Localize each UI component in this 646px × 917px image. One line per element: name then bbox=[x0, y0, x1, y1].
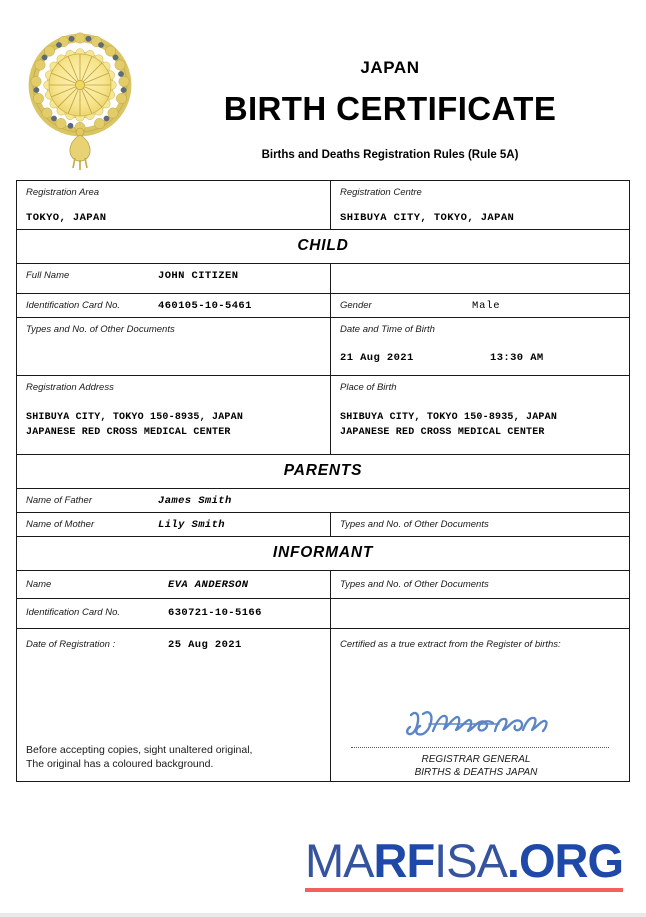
registration-date-cell bbox=[17, 629, 331, 781]
rules-subtitle: Births and Deaths Registration Rules (Rule 5A) bbox=[261, 149, 519, 161]
registration-centre-label: Registration Centre bbox=[340, 187, 422, 198]
child-place-of-birth-line2: JAPANESE RED CROSS MEDICAL CENTER bbox=[340, 427, 545, 438]
certified-extract-label: Certified as a true extract from the Register of births: bbox=[340, 639, 561, 650]
father-cell bbox=[17, 489, 629, 512]
section-title-child: CHILD bbox=[297, 237, 349, 254]
father-value: James Smith bbox=[158, 495, 232, 507]
father-label: Name of Father bbox=[26, 495, 92, 506]
logo-segment-4: SA bbox=[446, 834, 507, 887]
child-dob-cell bbox=[331, 318, 629, 375]
parents-other-docs-cell bbox=[331, 513, 629, 536]
registration-area-cell bbox=[17, 181, 331, 229]
table-row-child-docs-dob bbox=[17, 318, 629, 376]
informant-other-docs-cell bbox=[331, 571, 629, 598]
registration-date-label: Date of Registration : bbox=[26, 639, 116, 650]
registrar-title-line1: REGISTRAR GENERAL bbox=[421, 754, 531, 765]
child-dob-time-value: 13:30 AM bbox=[490, 352, 544, 364]
child-full-name-label: Full Name bbox=[26, 270, 70, 281]
marfisa-watermark-logo bbox=[305, 836, 630, 892]
copy-warning-line2: The original has a coloured background. bbox=[26, 758, 214, 770]
logo-segment-5: .ORG bbox=[506, 834, 624, 887]
logo-underline bbox=[305, 888, 623, 892]
table-row-addresses bbox=[17, 376, 629, 455]
table-row-informant-name bbox=[17, 571, 629, 599]
document-header bbox=[0, 24, 646, 174]
registrar-caption bbox=[331, 753, 621, 779]
copy-warning-line1: Before accepting copies, sight unaltered original, bbox=[26, 744, 253, 756]
logo-segment-2: RF bbox=[373, 834, 435, 887]
informant-name-cell bbox=[17, 571, 331, 598]
informant-name-label: Name bbox=[26, 579, 52, 590]
mother-label: Name of Mother bbox=[26, 519, 95, 530]
country-name: JAPAN bbox=[360, 58, 420, 77]
section-header-informant bbox=[17, 537, 629, 571]
marfisa-logo-text bbox=[305, 836, 630, 886]
registrar-title-line2: BIRTHS & DEATHS JAPAN bbox=[414, 767, 538, 778]
child-dob-label: Date and Time of Birth bbox=[340, 324, 435, 335]
informant-id-label: Identification Card No. bbox=[26, 607, 120, 618]
child-full-name-value: JOHN CITIZEN bbox=[158, 270, 239, 282]
child-id-value: 460105-10-5461 bbox=[158, 300, 252, 312]
japan-imperial-chrysanthemum-seal-icon bbox=[25, 28, 135, 178]
table-row-father bbox=[17, 489, 629, 513]
registration-area-label: Registration Area bbox=[26, 187, 100, 198]
informant-id-value: 630721-10-5166 bbox=[168, 607, 262, 619]
table-row-certification bbox=[17, 629, 629, 781]
mother-cell bbox=[17, 513, 331, 536]
page-bottom-edge bbox=[0, 913, 646, 917]
child-registration-address-line1: SHIBUYA CITY, TOKYO 150-8935, JAPAN bbox=[26, 412, 244, 423]
logo-segment-1: MA bbox=[305, 834, 374, 887]
child-place-of-birth-line1: SHIBUYA CITY, TOKYO 150-8935, JAPAN bbox=[340, 412, 558, 423]
child-id-cell bbox=[17, 294, 331, 317]
child-registration-address-cell bbox=[17, 376, 331, 454]
section-header-parents bbox=[17, 455, 629, 489]
table-row-child-id bbox=[17, 294, 629, 318]
child-id-label: Identification Card No. bbox=[26, 300, 120, 311]
child-place-of-birth-label: Place of Birth bbox=[340, 382, 397, 393]
child-registration-address-label: Registration Address bbox=[26, 382, 114, 393]
child-registration-address-line2: JAPANESE RED CROSS MEDICAL CENTER bbox=[26, 427, 231, 438]
child-place-of-birth-cell bbox=[331, 376, 629, 454]
section-header-child bbox=[17, 230, 629, 264]
child-dob-date-value: 21 Aug 2021 bbox=[340, 352, 414, 364]
table-row-informant-id bbox=[17, 599, 629, 629]
informant-name-value: EVA ANDERSON bbox=[168, 579, 249, 591]
registration-date-value: 25 Aug 2021 bbox=[168, 639, 242, 651]
child-full-name-cell bbox=[17, 264, 331, 293]
registration-area-value: TOKYO, JAPAN bbox=[26, 212, 107, 224]
table-row-child-name bbox=[17, 264, 629, 294]
informant-id-blank-cell bbox=[331, 599, 629, 628]
section-title-informant: INFORMANT bbox=[272, 544, 374, 561]
section-title-parents: PARENTS bbox=[283, 462, 363, 479]
table-row-registration bbox=[17, 181, 629, 230]
certificate-table bbox=[16, 180, 630, 782]
child-other-docs-label: Types and No. of Other Documents bbox=[26, 324, 175, 335]
certified-extract-cell bbox=[331, 629, 629, 781]
parents-other-docs-label: Types and No. of Other Documents bbox=[340, 519, 489, 530]
logo-segment-3: I bbox=[434, 834, 447, 887]
child-gender-value: Male bbox=[472, 300, 501, 312]
signature-rule bbox=[351, 747, 609, 748]
child-other-docs-cell bbox=[17, 318, 331, 375]
child-name-blank-cell bbox=[331, 264, 629, 293]
mother-value: Lily Smith bbox=[158, 519, 226, 531]
page-title: BIRTH CERTIFICATE bbox=[223, 90, 557, 127]
informant-id-cell bbox=[17, 599, 331, 628]
child-gender-label: Gender bbox=[340, 300, 372, 311]
header-titles bbox=[150, 24, 630, 161]
registration-centre-cell bbox=[331, 181, 629, 229]
table-row-mother bbox=[17, 513, 629, 537]
copy-warning-note bbox=[26, 743, 321, 776]
registration-centre-value: SHIBUYA CITY, TOKYO, JAPAN bbox=[340, 212, 515, 224]
child-gender-cell bbox=[331, 294, 629, 317]
registrar-signature-icon bbox=[403, 705, 563, 745]
informant-other-docs-label: Types and No. of Other Documents bbox=[340, 579, 489, 590]
